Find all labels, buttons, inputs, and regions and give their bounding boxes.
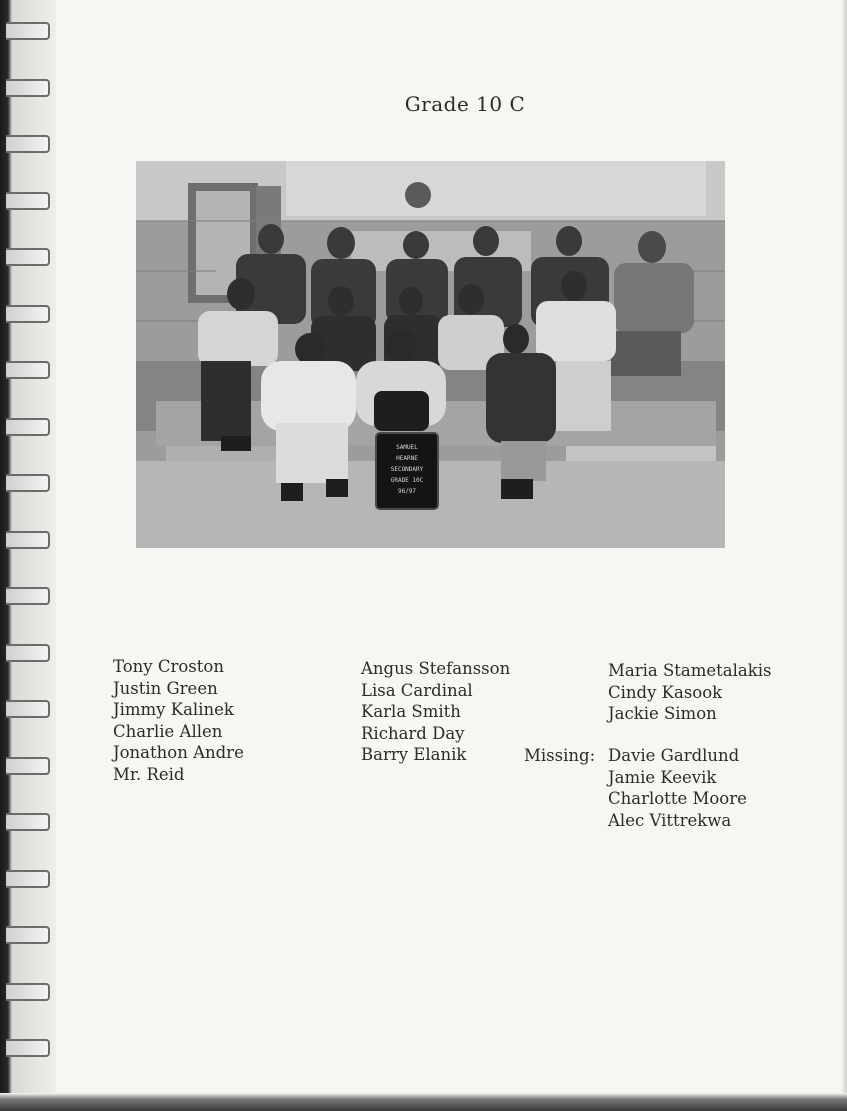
student-name: Richard Day: [361, 723, 465, 743]
missing-student-name: Jamie Keevik: [608, 767, 717, 787]
binding-ring: [6, 870, 50, 888]
student-name: Charlie Allen: [113, 721, 223, 741]
missing-student-name: Alec Vittrekwa: [608, 810, 732, 830]
binding-ring: [6, 813, 50, 831]
names-column-1: [113, 656, 244, 785]
student-name: Angus Stefansson: [361, 659, 511, 678]
teacher-name: Mr. Reid: [113, 764, 185, 784]
sign-line-1: SAMUEL: [396, 444, 418, 451]
student-name: Jimmy Kalinek: [113, 700, 234, 719]
binding-ring: [6, 418, 50, 436]
binding-ring: [6, 361, 50, 379]
student-name: Cindy Kasook: [608, 682, 723, 702]
missing-student-name: Davie Gardlund: [608, 746, 740, 765]
names-column-3: [608, 660, 772, 725]
binding-ring: [6, 1039, 50, 1057]
binding-ring: [6, 192, 50, 210]
class-photo-illustration: [136, 161, 725, 548]
binding-ring: [6, 248, 50, 266]
missing-student-name: Charlotte Moore: [608, 789, 747, 808]
student-name: Jonathon Andre: [113, 743, 244, 762]
missing-names-column: [608, 745, 747, 831]
sign-line-5: 96/97: [397, 488, 417, 495]
binding-ring: [6, 22, 50, 40]
student-name: Jackie Simon: [608, 704, 717, 723]
student-name: Lisa Cardinal: [361, 680, 473, 700]
binding-ring: [6, 700, 50, 718]
binding-ring: [6, 135, 50, 153]
class-photo: [136, 161, 725, 548]
binding-ring: [6, 926, 50, 944]
sign-line-2: HEARNE: [396, 455, 418, 462]
binding-ring: [6, 757, 50, 775]
binding-ring: [6, 474, 50, 492]
page-title: Grade 10 C: [404, 92, 526, 116]
student-name: Maria Stametalakis: [608, 661, 772, 680]
binding-ring: [6, 531, 50, 549]
student-name: Tony Croston: [113, 657, 224, 676]
student-name: Justin Green: [113, 678, 218, 698]
missing-label: Missing:: [524, 746, 596, 765]
page-bottom-edge: [0, 1093, 847, 1111]
binding-ring: [6, 644, 50, 662]
binding-ring: [6, 983, 50, 1001]
page-right-edge: [841, 0, 847, 1111]
student-name: Barry Elanik: [361, 745, 467, 764]
sign-line-3: SECONDARY: [390, 466, 424, 473]
binding-ring: [6, 587, 50, 605]
student-name: Karla Smith: [361, 702, 461, 721]
sign-line-4: GRADE 10C: [390, 477, 424, 484]
names-column-2: [361, 658, 510, 766]
spiral-binding: [0, 0, 56, 1111]
binding-ring: [6, 305, 50, 323]
